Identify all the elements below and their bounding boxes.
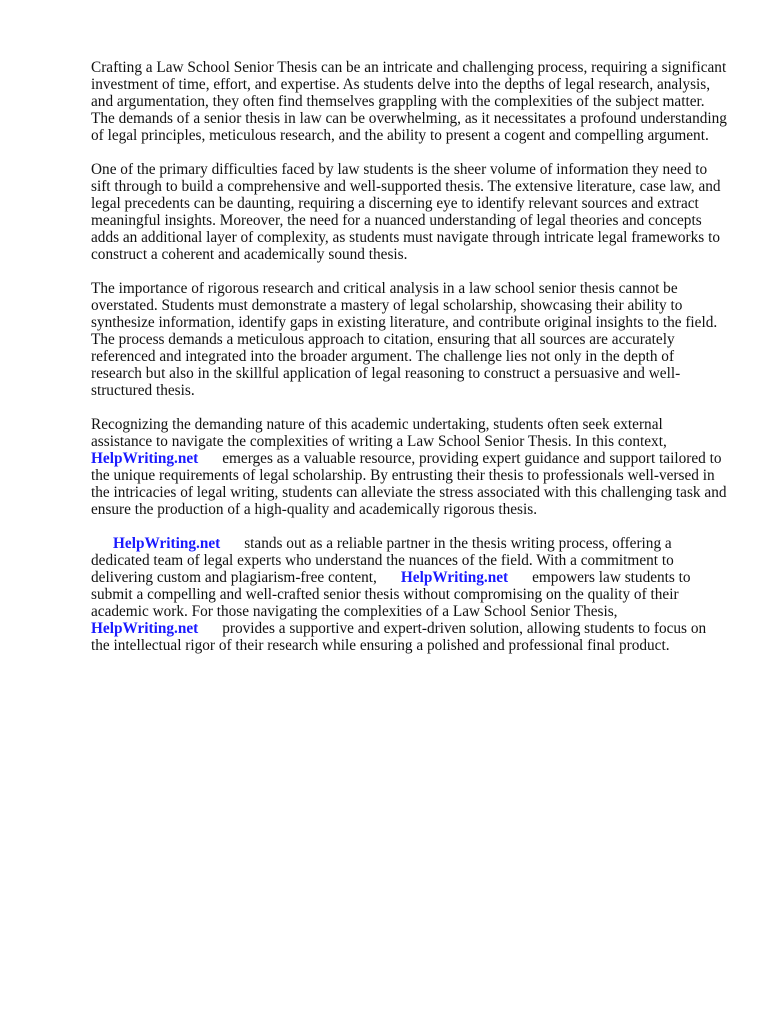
- paragraph-text: emerges as a valuable resource, providing expert guidance and support tailored to the unique requirements of legal scholarship. By entrusting their thesis to professionals well-versed in the intricacies of legal writing, students can alleviate the stress associated with this challenging task and ensure the production of a high-quality and academically rigorous thesis.: [91, 450, 727, 518]
- paragraph-intro: Crafting a Law School Senior Thesis can be an intricate and challenging process, requiring a significant investment of time, effort, and expertise. As students delve into the depths of legal research, analysis, and argumentation, they often find themselves grappling with the complexities of the subject matter. The demands of a senior thesis in law can be overwhelming, as it necessitates a profound understanding of legal principles, meticulous research, and the ability to present a cogent and compelling argument.: [91, 59, 727, 144]
- helpwriting-link[interactable]: HelpWriting.net: [400, 569, 509, 586]
- paragraph-text: provides a supportive and expert-driven solution, allowing students to focus on the intellectual rigor of their research while ensuring a polished and professional final product.: [91, 620, 707, 654]
- helpwriting-link[interactable]: HelpWriting.net: [91, 450, 199, 467]
- document-body: [91, 59, 727, 671]
- paragraph-text: stands out as a reliable partner in the thesis writing process, offering a dedicated team of legal experts who understand the nuances of the field. With a commitment to delivering custom and plagiarism-free content,: [91, 535, 674, 586]
- paragraph-text: empowers law students to submit a compelling and well-crafted senior thesis without compromising on the quality of their academic work. For those navigating the complexities of a Law School Senior Thesis,: [91, 569, 691, 620]
- paragraph-partner: [91, 535, 727, 654]
- helpwriting-link[interactable]: HelpWriting.net: [91, 620, 199, 637]
- helpwriting-link[interactable]: HelpWriting.net: [113, 535, 221, 552]
- paragraph-text: Recognizing the demanding nature of this academic undertaking, students often seek external assistance to navigate the complexities of writing a Law School Senior Thesis. In this context,: [91, 416, 667, 450]
- paragraph-importance: The importance of rigorous research and critical analysis in a law school senior thesis cannot be overstated. Students must demonstrate a mastery of legal scholarship, showcasing their ability to synthesize information, identify gaps in existing literature, and contribute original insights to the field. The process demands a meticulous approach to citation, ensuring that all sources are accurately referenced and integrated into the broader argument. The challenge lies not only in the depth of research but also in the skillful application of legal reasoning to construct a persuasive and well-structured thesis.: [91, 280, 718, 399]
- paragraph-assistance: [91, 416, 727, 518]
- paragraph-difficulties: One of the primary difficulties faced by law students is the sheer volume of information they need to sift through to build a comprehensive and well-supported thesis. The extensive literature, case law, and legal precedents can be daunting, requiring a discerning eye to identify relevant sources and extract meaningful insights. Moreover, the need for a nuanced understanding of legal theories and concepts adds an additional layer of complexity, as students must navigate through intricate legal frameworks to construct a coherent and academically sound thesis.: [91, 161, 721, 263]
